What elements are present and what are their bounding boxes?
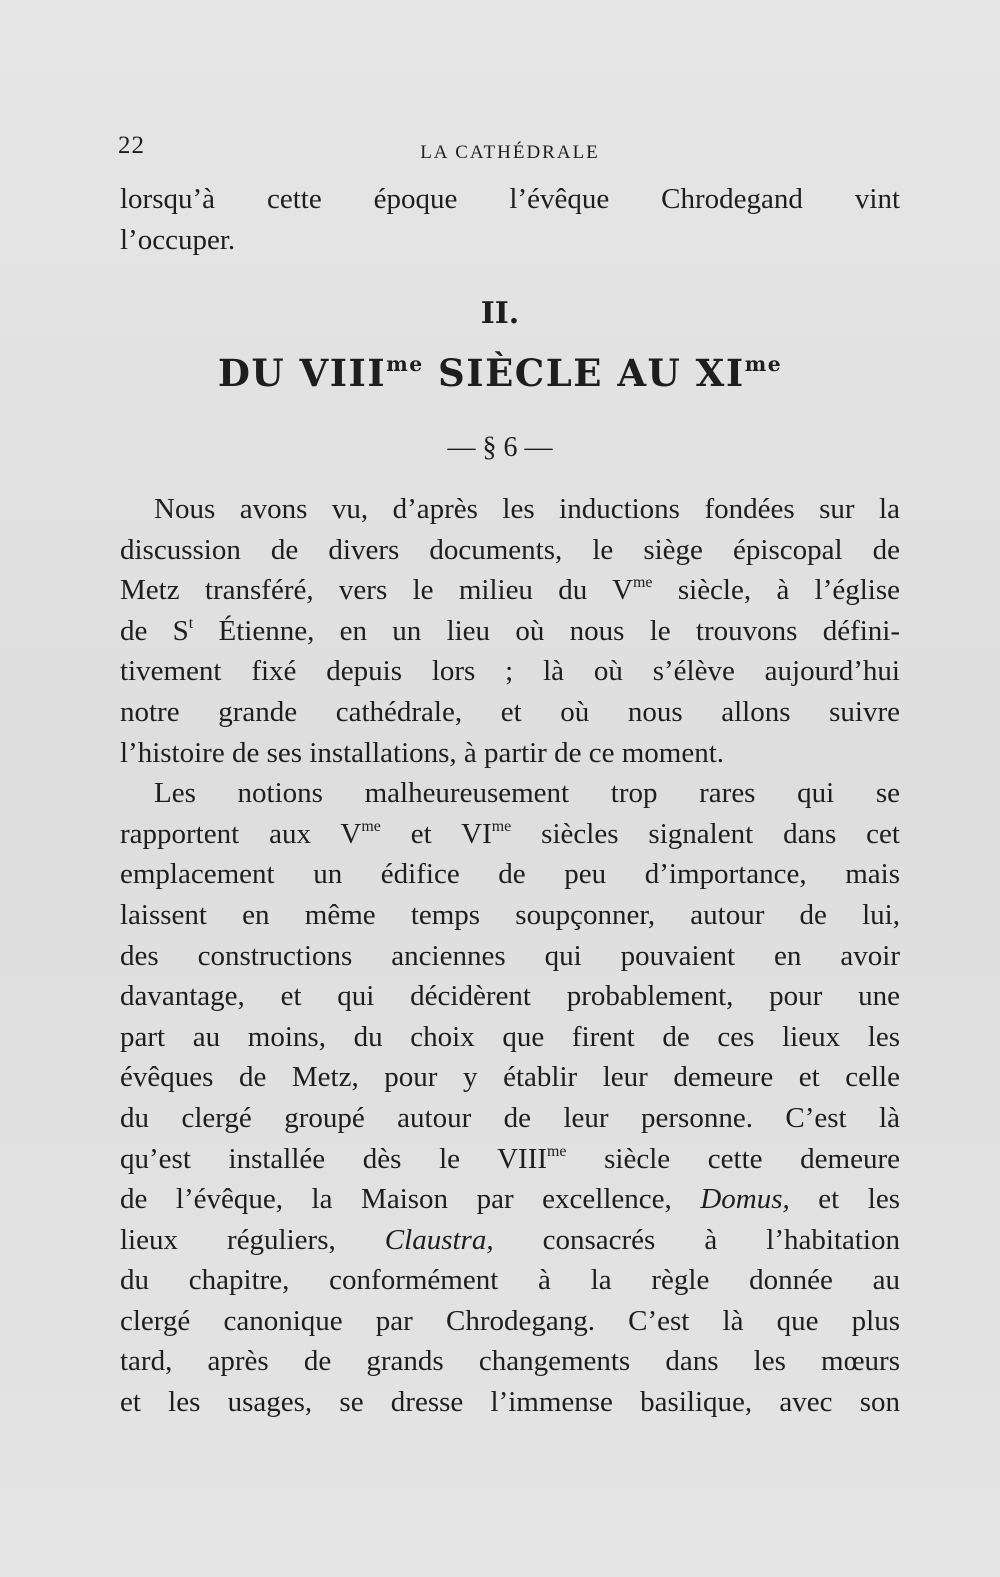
superscript: me bbox=[633, 574, 653, 592]
text-line bbox=[120, 1139, 900, 1180]
running-title: LA CATHÉDRALE bbox=[420, 142, 600, 163]
text-run: de l’évêque, la Maison par excellence, bbox=[120, 1183, 701, 1216]
text-run: consacrés à l’habitation bbox=[493, 1223, 900, 1256]
text-line: lorsqu’à cette époque l’évêque Chrodegand vint bbox=[120, 183, 900, 215]
text-line: l’histoire de ses installations, à partir de ce moment. bbox=[120, 736, 725, 769]
text-line: laissent en même temps soupçonner, autour de lui, bbox=[120, 898, 900, 931]
italic-term: Claustra, bbox=[384, 1223, 494, 1256]
heading-text: SIÈCLE AU XI bbox=[423, 351, 745, 395]
text-run: Étienne, en un lieu où nous le trouvons défini- bbox=[193, 614, 901, 647]
text-line: davantage, et qui décidèrent probablement, pour une bbox=[120, 980, 900, 1013]
text-line: l’occuper. bbox=[120, 223, 236, 256]
text-run: Metz transféré, vers le milieu du V bbox=[120, 574, 634, 607]
running-head bbox=[118, 132, 902, 172]
text-run: siècle, à l’église bbox=[652, 574, 901, 607]
heading-superscript: me bbox=[386, 351, 424, 376]
superscript: t bbox=[188, 614, 194, 632]
text-line: Les notions malheureusement trop rares qui se bbox=[154, 777, 900, 810]
text-line: discussion de divers documents, le siège épiscopal de bbox=[120, 533, 900, 566]
heading-text: DU VIII bbox=[217, 351, 387, 395]
text-run: et VI bbox=[380, 817, 492, 850]
text-line: des constructions anciennes qui pouvaient en avoir bbox=[120, 939, 900, 972]
text-line bbox=[120, 570, 900, 611]
chapter-heading bbox=[0, 351, 1000, 395]
text-line bbox=[120, 814, 900, 855]
body-text bbox=[120, 489, 900, 1423]
part-number: II. bbox=[480, 296, 520, 331]
text-run: siècle cette demeure bbox=[566, 1142, 900, 1175]
text-line: emplacement un édifice de peu d’importance, mais bbox=[120, 858, 900, 891]
text-run: rapportent aux V bbox=[120, 817, 362, 850]
section-number: — § 6 — bbox=[447, 432, 553, 463]
text-line: du chapitre, conformément à la règle donnée au bbox=[120, 1264, 900, 1297]
text-line: du clergé groupé autour de leur personne. C’est là bbox=[120, 1101, 900, 1134]
text-line: part au moins, du choix que firent de ces lieux les bbox=[120, 1020, 900, 1053]
superscript: me bbox=[547, 1142, 567, 1160]
text-run: et les bbox=[789, 1183, 900, 1216]
opening-fragment bbox=[120, 179, 900, 260]
text-line: clergé canonique par Chrodegang. C’est là que plus bbox=[120, 1304, 900, 1337]
text-line: Nous avons vu, d’après les inductions fondées sur la bbox=[154, 493, 900, 525]
text-line: tivement fixé depuis lors ; là où s’élève aujourd’hui bbox=[120, 655, 900, 688]
text-run: siècles signalent dans cet bbox=[511, 817, 900, 850]
text-line bbox=[120, 611, 900, 652]
superscript: me bbox=[361, 817, 381, 835]
text-line: et les usages, se dresse l’immense basilique, avec son bbox=[120, 1386, 900, 1419]
text-line bbox=[120, 1220, 900, 1261]
text-line: tard, après de grands changements dans les mœurs bbox=[120, 1345, 900, 1378]
page-number: 22 bbox=[118, 132, 145, 159]
text-run: lieux réguliers, bbox=[120, 1223, 385, 1256]
heading-superscript: me bbox=[744, 351, 783, 376]
superscript: me bbox=[491, 817, 512, 835]
text-run: de S bbox=[120, 614, 189, 647]
italic-term: Domus, bbox=[700, 1183, 790, 1216]
text-line: notre grande cathédrale, et où nous allons suivre bbox=[120, 695, 900, 728]
text-line: évêques de Metz, pour y établir leur demeure et celle bbox=[120, 1061, 900, 1094]
text-line bbox=[120, 1179, 900, 1220]
text-run: qu’est installée dès le VIII bbox=[120, 1142, 548, 1175]
